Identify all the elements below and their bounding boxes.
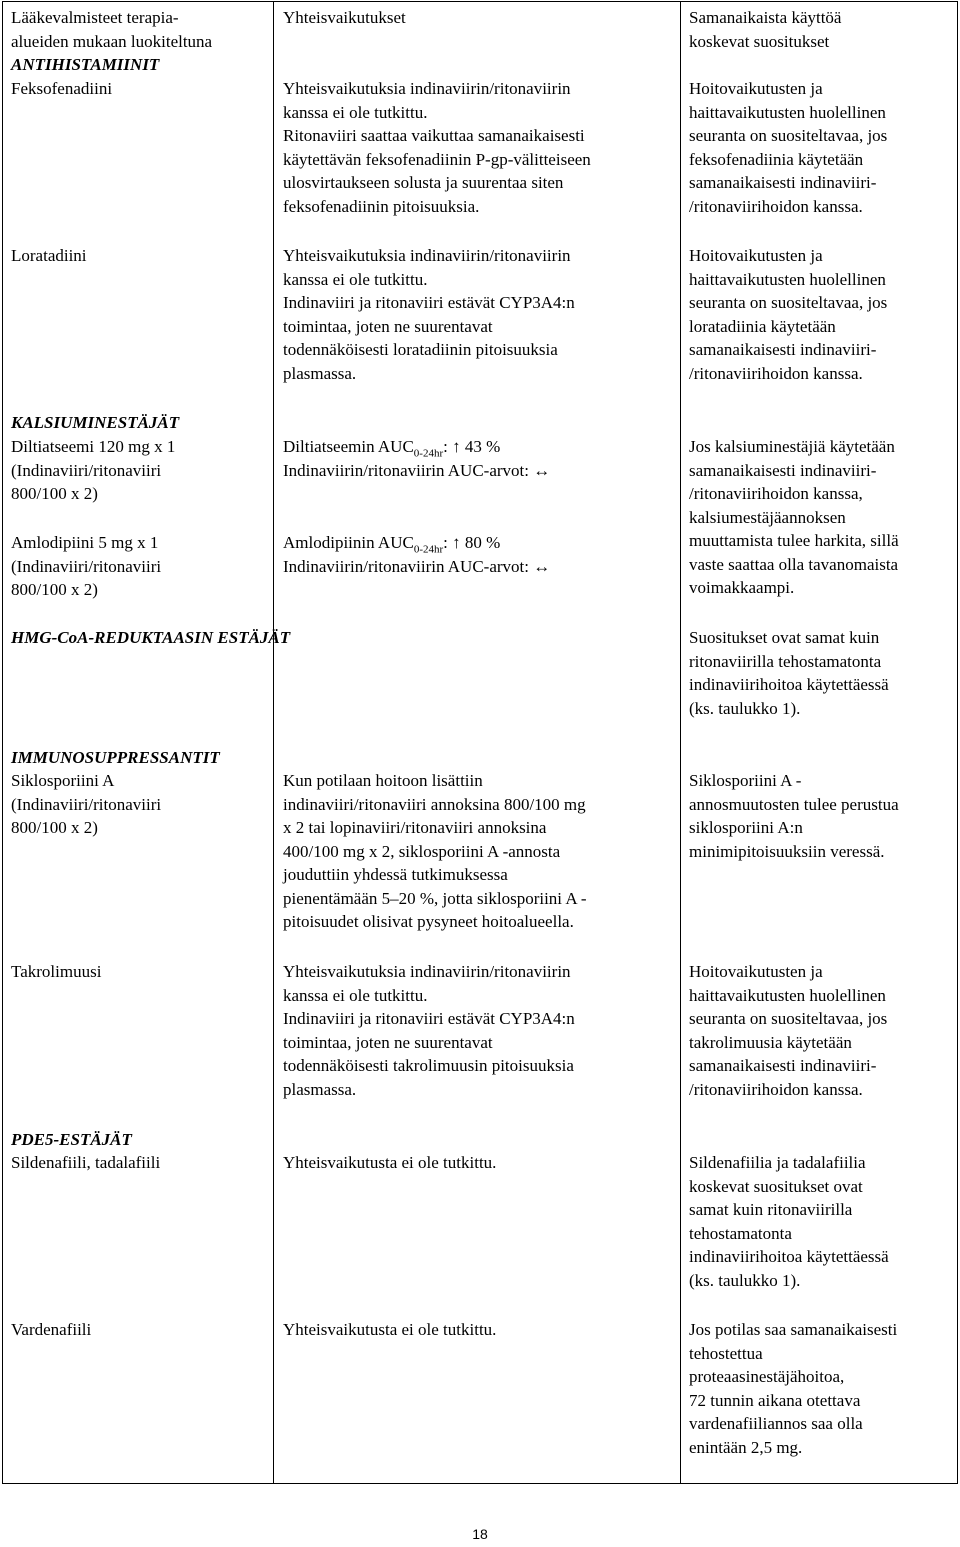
hmg-coa-recommendation: Suositukset ovat samat kuin ritonaviirilla tehostamatonta indinaviirihoitoa käytettäessä (ks. taulukko 1). (689, 628, 889, 718)
header-col-interactions: Yhteisvaikutukset (283, 8, 406, 27)
vardenafil-interaction: Yhteisvaikutusta ei ole tutkittu. (283, 1320, 497, 1339)
amlodipine-auc-sub: 0-24hr (413, 543, 444, 556)
diltiazem-auc-value: : ↑ 43 % (443, 437, 501, 456)
ciclosporin-interaction: Kun potilaan hoitoon lisättiin indinaviiri/ritonaviiri annoksina 800/100 mg x 2 tai lopinaviiri/ritonaviiri annoksina 400/100 mg x 2, siklosporiini A -annosta jouduttiin yhdessä tutkimuksessa pienentämään 5–20 %, jotta siklosporiini A - pitoisuudet olisivat pysyneet hoitoalueella. (283, 771, 587, 931)
fexofenadine-drug: Feksofenadiini (11, 79, 113, 98)
loratadine-recommendation: Hoitovaikutusten ja haittavaikutusten huolellinen seuranta on suositeltavaa, jos loratadiinia käytetään samanaikaisesti indinaviiri- /ritonaviirihoidon kanssa. (689, 246, 888, 383)
vardenafil-recommendation: Jos potilas saa samanaikaisesti tehostettua proteaasinestäjähoitoa, 72 tunnin aikana otettava vardenafiiliannos saa olla enintään 2,5 mg. (689, 1320, 898, 1457)
diltiazem-drug: Diltiatseemi 120 mg x 1 (Indinaviiri/ritonaviiri 800/100 x 2) (11, 437, 176, 503)
loratadine-interaction: Yhteisvaikutuksia indinaviirin/ritonaviirin kanssa ei ole tutkittu. Indinaviiri ja ritonaviiri estävät CYP3A4:n toimintaa, joten ne suurentavat todennäköisesti loratadiinin pitoisuuksia plasmassa. (283, 246, 575, 383)
section-immunosuppressants: IMMUNOSUPPRESSANTIT (11, 748, 220, 767)
amlodipine-auc-label: Amlodipiinin AUC (283, 533, 414, 552)
ciclosporin-drug: Siklosporiini A (Indinaviiri/ritonaviiri 800/100 x 2) (11, 771, 162, 837)
section-calcium-blockers: KALSIUMINESTÄJÄT (11, 413, 180, 432)
table-border-top (2, 1, 958, 2)
fexofenadine-interaction: Yhteisvaikutuksia indinaviirin/ritonaviirin kanssa ei ole tutkittu. Ritonaviiri saattaa vaikuttaa samanaikaisesti käytettävän feksofenadiinin P-gp-välitteiseen ulosvirtaukseen solusta ja suurentaa siten feksofenadiinin pitoisuuksia. (283, 79, 591, 216)
ciclosporin-recommendation: Siklosporiini A - annosmuutosten tulee perustua siklosporiini A:n minimipitoisuuksiin veressä. (689, 771, 899, 861)
page-number: 18 (472, 1526, 488, 1542)
column-divider-2 (680, 1, 681, 1484)
tacrolimus-interaction: Yhteisvaikutuksia indinaviirin/ritonaviirin kanssa ei ole tutkittu. Indinaviiri ja ritonaviiri estävät CYP3A4:n toimintaa, joten ne suurentavat todennäköisesti takrolimuusin pitoisuuksia plasmassa. (283, 962, 575, 1099)
amlodipine-indinavir-auc: Indinaviirin/ritonaviirin AUC-arvot: ↔ (283, 556, 551, 576)
amlodipine-interaction (283, 531, 678, 578)
section-antihistamines: ANTIHISTAMIINIT (11, 55, 160, 74)
amlodipine-drug: Amlodipiini 5 mg x 1 (Indinaviiri/ritonaviiri 800/100 x 2) (11, 533, 162, 599)
loratadine-drug: Loratadiini (11, 246, 87, 265)
section-hmg-coa-reductase-inhibitors: HMG-CoA-REDUKTAASIN ESTÄJÄT (11, 628, 291, 647)
table-border-bottom (2, 1483, 958, 1484)
tacrolimus-recommendation: Hoitovaikutusten ja haittavaikutusten huolellinen seuranta on suositeltavaa, jos takrolimuusia käytetään samanaikaisesti indinaviiri- /ritonaviirihoidon kanssa. (689, 962, 888, 1099)
sildenafil-drug: Sildenafiili, tadalafiili (11, 1153, 161, 1172)
amlodipine-auc-value: : ↑ 80 % (443, 533, 501, 552)
table-border-right (957, 1, 958, 1484)
diltiazem-interaction (283, 435, 678, 482)
section-pde5-inhibitors: PDE5-ESTÄJÄT (11, 1130, 132, 1149)
header-col-recommendations: Samanaikaista käyttöä koskevat suositukset (689, 8, 842, 51)
tacrolimus-drug: Takrolimuusi (11, 962, 102, 981)
table-border-left (2, 1, 3, 1484)
fexofenadine-recommendation: Hoitovaikutusten ja haittavaikutusten huolellinen seuranta on suositeltavaa, jos feksofenadiinia käytetään samanaikaisesti indinaviiri- /ritonaviirihoidon kanssa. (689, 79, 888, 216)
diltiazem-indinavir-auc: Indinaviirin/ritonaviirin AUC-arvot: ↔ (283, 460, 551, 480)
diltiazem-auc-label: Diltiatseemin AUC (283, 437, 414, 456)
sildenafil-recommendation: Sildenafiilia ja tadalafiilia koskevat suositukset ovat samat kuin ritonaviirilla tehostamatonta indinaviirihoitoa käytettäessä (ks. taulukko 1). (689, 1153, 889, 1290)
diltiazem-auc-sub: 0-24hr (413, 447, 444, 460)
vardenafil-drug: Vardenafiili (11, 1320, 92, 1339)
calcium-blockers-recommendation: Jos kalsiuminestäjiä käytetään samanaikaisesti indinaviiri- /ritonaviirihoidon kanssa, kalsiumestäjäannoksen muuttamista tulee harkita, sillä vaste saattaa olla tavanomaista voimakkaampi. (689, 437, 899, 597)
column-divider-1 (273, 1, 274, 1484)
header-col-drug-classes: Lääkevalmisteet terapia- alueiden mukaan luokiteltuna (11, 8, 213, 51)
sildenafil-interaction: Yhteisvaikutusta ei ole tutkittu. (283, 1153, 497, 1172)
